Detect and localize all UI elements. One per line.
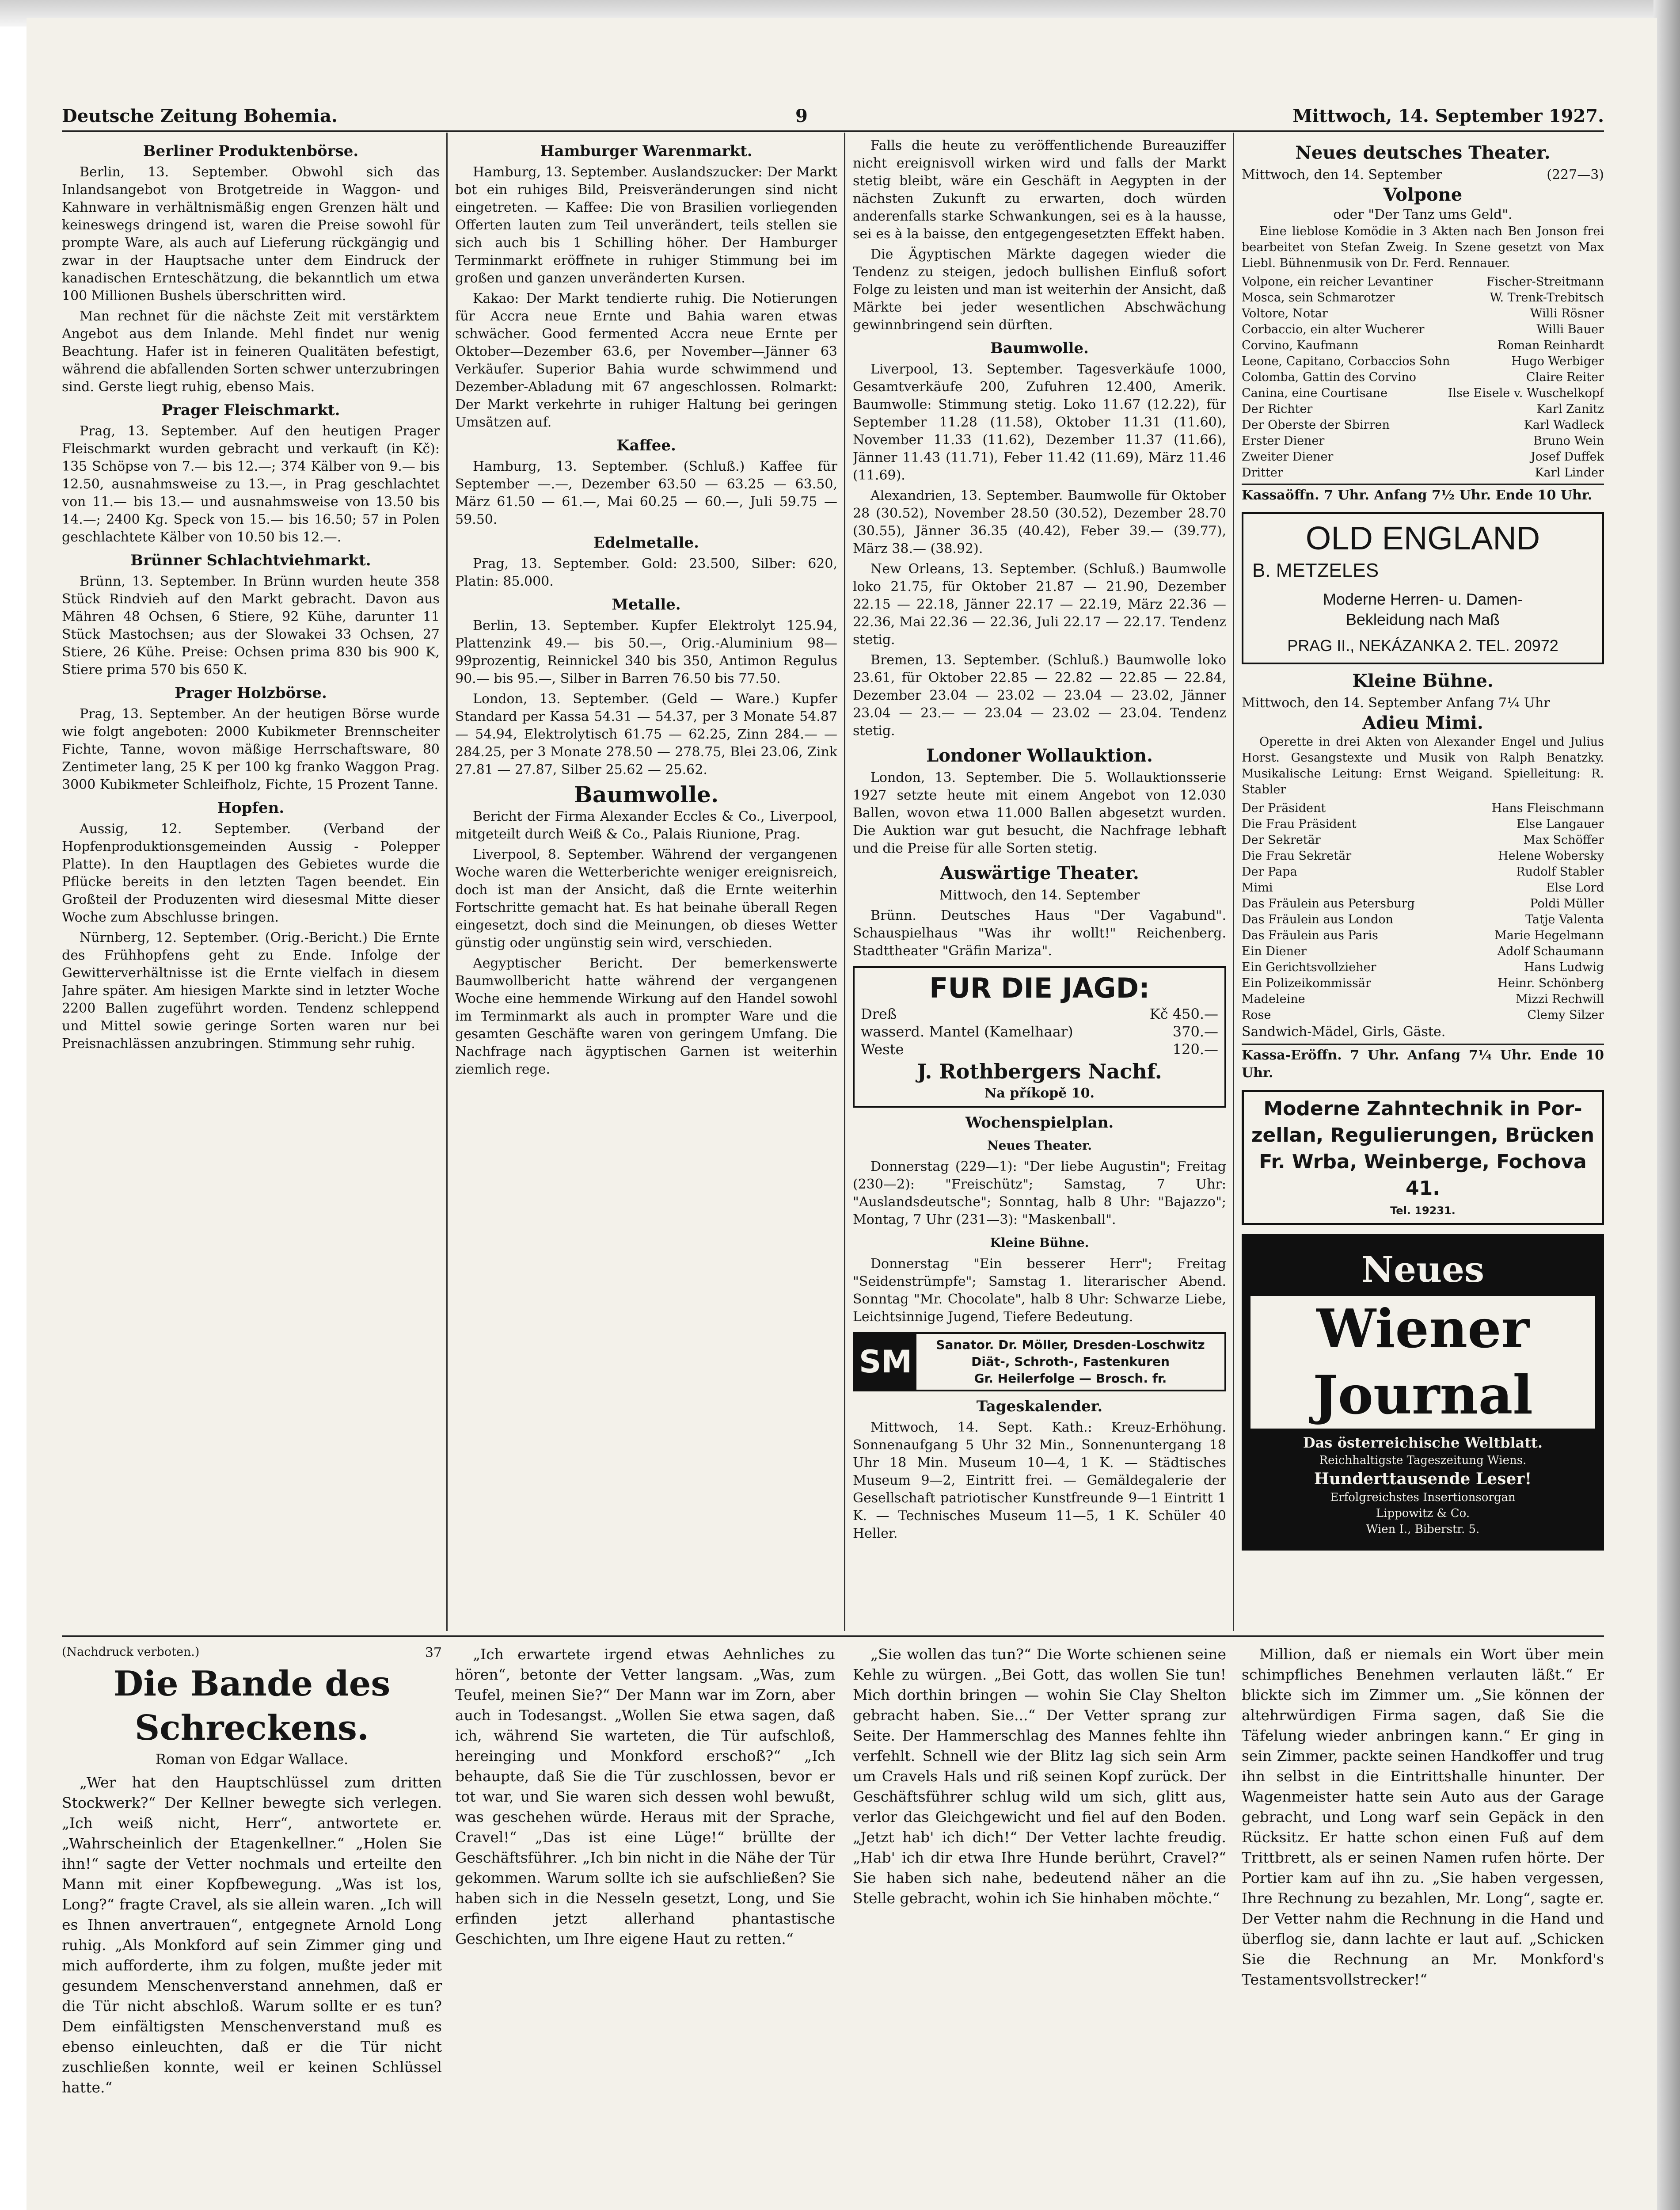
section-heading: Tageskalender. xyxy=(976,1398,1103,1415)
cast-actor: Karl Wadleck xyxy=(1524,418,1604,432)
section-subheading: Kleine Bühne. xyxy=(990,1235,1089,1250)
article-paragraph: Prag, 13. September. Auf den heutigen Prager Fleischmarkt wurden gebracht und verkauft (in Kč): 135 Schöpse von 7.— bis 12.—; 374 Kälber von 9.— bis 12.50, ausnahmsweise zu 13.—, in Prag geschlachtet von 11.— bis 13.— und ausnahmsweise von 13.50 bis 14.—; 2400 Kg. Speck von 15.— bis 16.50; 57 in Polen geschlachtete Kälber von 10.50 bis 12.—. xyxy=(62,423,440,545)
column-rule xyxy=(446,133,448,1631)
cast-row xyxy=(1242,465,1604,481)
section-heading: Baumwolle. xyxy=(574,781,719,808)
cast-role: Corbaccio, ein alter Wucherer xyxy=(1242,323,1425,336)
cast-role: Der Präsident xyxy=(1242,801,1326,815)
ad-line: Lippowitz & Co. xyxy=(1376,1507,1470,1520)
ad-firm: J. Rothbergers Nachf. xyxy=(917,1059,1162,1083)
cast-actor: Willi Bauer xyxy=(1536,323,1604,336)
play-description: Operette in drei Akten von Alexander Engel und Julius Horst. Gesangstexte und Musik von Ralph Benatzky. Musikalische Leitung: Ernst Weigand. Spielleitung: R. Stabler xyxy=(1242,735,1604,796)
ad-line: Neues xyxy=(1361,1249,1485,1290)
hunting-ad xyxy=(853,966,1226,1108)
article-paragraph: Mittwoch, 14. Sept. Kath.: Kreuz-Erhöhung. Sonnenaufgang 5 Uhr 32 Min., Sonnenuntergang 18 Uhr 18 Min. Museum 10—4, 1 K. — Städtisches Museum 9—2, Eintritt frei. — Gemäldegalerie der Gesellschaft patriotischer Kunstfreunde 9—1 Eintritt 1 K. — Technisches Museum 11—5, 1 K. Schüler 40 Heller. xyxy=(853,1420,1226,1541)
column-theater xyxy=(1242,137,1604,1631)
ad-line: Erfolgreichstes Insertionsorgan xyxy=(1330,1491,1516,1504)
article-paragraph: Aegyptischer Bericht. Der bemerkenswerte Baumwollbericht hatte während der vergangenen Woche eine hemmende Wirkung auf den Handel sowohl im Terminmarkt als auch in prompter Ware und die gesamten Geschäfte waren von geringem Umfang. Die Nachfrage nach ägyptischen Garnen ist weiterhin ziemlich rege. xyxy=(455,956,837,1077)
section-heading: Prager Holzbörse. xyxy=(175,684,327,702)
cast-role: Rose xyxy=(1242,1008,1271,1022)
cast-actor: Else Langauer xyxy=(1517,817,1604,831)
cast-actor: W. Trenk-Trebitsch xyxy=(1490,291,1604,305)
novel-byline: Roman von Edgar Wallace. xyxy=(155,1751,349,1768)
novel-text: Million, daß er niemals ein Wort über mein schimpfliches Benehmen verlauten läßt.“ Er blickte sich im Zimmer um. „Sie können der altehrwürdigen Firma sagen, daß Sie die Täfelung wieder anbringen kann.“ Er ging in sein Zimmer, packte seinen Handkoffer und trug ihn selbst in die Eintrittshalle hinunter. Der Wagenmeister hatte sein Auto aus der Garage gebracht, und Long warf sein Gepäck in den Rücksitz. Er hatte schon einen Fuß auf dem Trittbrett, als er seinen Namen rufen hörte. Der Portier kam auf ihn zu. „Sie haben vergessen, Ihre Rechnung zu bezahlen, Mr. Long“, sagte er. Der Vetter nahm die Rechnung in die Hand und überflog sie, dann lachte er laut auf. „Schicken Sie die Rechnung an Mr. Monkford's Testamentsvollstrecker!“ xyxy=(1242,1646,1604,1988)
cast-row xyxy=(1242,354,1604,370)
ad-row xyxy=(861,1005,1218,1023)
ad-logo: Wiener Journal xyxy=(1250,1296,1595,1429)
cast-list xyxy=(1242,800,1604,1023)
ad-address: PRAG II., NEKÁZANKA 2. TEL. 20972 xyxy=(1287,636,1558,655)
wiener-journal-ad xyxy=(1242,1234,1604,1551)
article-paragraph: Brünn, 13. September. In Brünn wurden heute 358 Stück Rindvieh auf den Markt gebracht. Davon aus Mähren 48 Ochsen, 6 Stiere, 92 Kühe, darunter 11 Stück Mastochsen; aus der Slowakei 33 Ochsen, 27 Stiere, 26 Kühe. Preise: Ochsen prima 830 bis 900 K, Stiere prima 570 bis 650 K. xyxy=(62,574,440,678)
play-description: Eine lieblose Komödie in 3 Akten nach Ben Jonson frei bearbeitet von Stefan Zweig. In Szene gesetzt von Max Liebl. Bühnenmusik von Dr. Ferd. Rennauer. xyxy=(1242,225,1604,270)
cast-row xyxy=(1242,401,1604,417)
ad-item: Weste xyxy=(861,1041,904,1058)
issue-date: Mittwoch, 14. September 1927. xyxy=(1292,106,1604,126)
cast-role: Das Fräulein aus Petersburg xyxy=(1242,897,1415,911)
play-subtitle: oder "Der Tanz ums Geld". xyxy=(1333,207,1513,222)
cast-role: Madeleine xyxy=(1242,992,1305,1006)
cast-row xyxy=(1242,896,1604,912)
cast-actor: Helene Wobersky xyxy=(1498,849,1604,863)
cast-row xyxy=(1242,960,1604,975)
ad-name: B. METZELES xyxy=(1252,560,1379,581)
ad-row xyxy=(861,1023,1218,1040)
cast-role: Der Papa xyxy=(1242,865,1297,879)
cast-role: Der Oberste der Sbirren xyxy=(1242,418,1390,432)
cast-row xyxy=(1242,880,1604,896)
ad-text xyxy=(916,1334,1224,1390)
ad-price: 120.— xyxy=(1172,1041,1218,1058)
article-paragraph: New Orleans, 13. September. (Schluß.) Baumwolle loko 21.75, für Oktober 21.87 — 21.90, Dezember 22.15 — 22.18, Jänner 22.17 — 22.19, März 22.36 — 22.36, Mai 22.36 — 22.36, Juli 22.17 — 22.17. Tendenz stetig. xyxy=(853,561,1226,648)
ad-price: 370.— xyxy=(1172,1023,1218,1040)
cast-row xyxy=(1242,832,1604,848)
cast-role: Die Frau Präsident xyxy=(1242,817,1357,831)
ad-line: Hunderttausende Leser! xyxy=(1314,1470,1532,1488)
cast-row xyxy=(1242,800,1604,816)
article-paragraph: Nürnberg, 12. September. (Orig.-Bericht.) Die Ernte des Frühhopfens geht zu Ende. Infolge der Gewitterverhältnisse ist die Ernte vielfach in diesem Jahre später. Am hiesigen Markte sind in letzter Woche 2200 Ballen zugeführt worden. Tendenz schleppend und Mittel sowie geringe Sorten waren nur bei Preisnachlässen anzubringen. Stimmung sehr ruhig. xyxy=(62,930,440,1052)
cast-actor: Mizzi Rechwill xyxy=(1516,992,1604,1006)
section-subheading: Neues Theater. xyxy=(987,1138,1092,1153)
cast-actor: Karl Linder xyxy=(1535,466,1604,480)
cast-actor: Max Schöffer xyxy=(1523,833,1604,847)
cast-row xyxy=(1242,274,1604,290)
cast-actor: Roman Reinhardt xyxy=(1497,339,1604,352)
page-number: 9 xyxy=(795,106,808,126)
cast-role: Ein Polizeikommissär xyxy=(1242,976,1371,990)
cast-actor: Adolf Schaumann xyxy=(1497,945,1604,958)
ad-line: Gr. Heilerfolge — Brosch. fr. xyxy=(974,1371,1167,1386)
cast-actor: Claire Reiter xyxy=(1526,370,1604,384)
program-date: Mittwoch, den 14. September xyxy=(1242,167,1442,183)
cast-role: Voltore, Notar xyxy=(1242,307,1328,320)
cast-actor: Hans Fleischmann xyxy=(1491,801,1604,815)
cast-row xyxy=(1242,991,1604,1007)
cast-role: Zweiter Diener xyxy=(1242,450,1334,464)
cast-role: Das Fräulein aus London xyxy=(1242,913,1393,926)
ad-line: Fr. Wrba, Weinberge, Fochova 41. xyxy=(1259,1151,1587,1200)
play-title: Adieu Mimi. xyxy=(1362,713,1483,733)
cast-row xyxy=(1242,433,1604,449)
section-heading: Prager Fleischmarkt. xyxy=(161,401,340,419)
cast-row xyxy=(1242,370,1604,385)
program-date-row xyxy=(1242,166,1604,184)
column-economy-1 xyxy=(62,137,440,1631)
cast-row xyxy=(1242,338,1604,354)
cast-actor: Fischer-Streitmann xyxy=(1486,275,1604,289)
cast-row xyxy=(1242,928,1604,944)
section-heading: Hopfen. xyxy=(217,799,285,817)
article-paragraph: Hamburg, 13. September. (Schluß.) Kaffee für September —.—, Dezember 63.50 — 63.25 — 63.50, März 61.50 — 61.—, Mai 60.25 — 60.—, Juli 59.75 — 59.50. xyxy=(455,459,837,527)
column-economy-3 xyxy=(853,137,1226,1631)
ad-line: Sanator. Dr. Möller, Dresden-Loschwitz xyxy=(936,1337,1205,1352)
section-heading: Edelmetalle. xyxy=(593,534,699,552)
article-paragraph: Aussig, 12. September. (Verband der Hopfenproduktionsgemeinden Aussig - Polepper Platte). In den Hauptlagen des Gebietes wurde die Pflücke bereits in den letzten Tagen beendet. Ein Großteil der Produzenten wird diesesmal Mitte dieser Woche zum Abschlusse bringen. xyxy=(62,821,440,925)
column-economy-2 xyxy=(455,137,837,1631)
cast-actor: Karl Zanitz xyxy=(1536,402,1604,416)
cast-role: Das Fräulein aus Paris xyxy=(1242,929,1378,942)
cast-role: Mosca, sein Schmarotzer xyxy=(1242,291,1395,305)
article-paragraph: Liverpool, 8. September. Während der vergangenen Woche waren die Wetterberichte weniger ereignisreich, doch ist man der Ansicht, daß die Ernte weiterhin Fortschritte gemacht hat. Es hat beinahe überall Regen eingesetzt, doch sind die Meinungen, ob dieses Wetter günstig oder ungünstig sein wird, verschieden. xyxy=(455,847,837,951)
ad-logo: SM xyxy=(855,1334,916,1390)
cast-role: Corvino, Kaufmann xyxy=(1242,339,1359,352)
play-title: Volpone xyxy=(1383,184,1463,205)
section-heading: Kaffee. xyxy=(616,437,676,454)
column-rule xyxy=(1233,133,1234,1631)
article-paragraph: Prag, 13. September. Gold: 23.500, Silber: 620, Platin: 85.000. xyxy=(455,556,837,589)
dental-ad xyxy=(1242,1090,1604,1225)
section-heading: Londoner Wollauktion. xyxy=(926,745,1153,766)
ad-line: zellan, Regulierungen, Brücken xyxy=(1251,1124,1595,1147)
article-paragraph: Liverpool, 13. September. Tagesverkäufe 1000, Gesamtverkäufe 200, Zufuhren 12.400, Amerik. Baumwolle: Stimmung stetig. Loko 11.67 (12.22), für September 11.28 (11.58), Oktober 11.31 (11.60), November 11.33 (11.62), Dezember 11.37 (11.66), Jänner 11.43 (11.71), Feber 11.42 (11.69), März 11.46 (11.69). xyxy=(853,362,1226,483)
article-paragraph: Die Ägyptischen Märkte dagegen wieder die Tendenz zu steigen, jedoch bullishen Einfluß sofort Folge zu leisten und man ist weiterhin der Ansicht, daß Märkte bei jeder wesentlichen Abschwächung gewinnbringend sein dürften. xyxy=(853,247,1226,333)
article-paragraph: Donnerstag "Ein besserer Herr"; Freitag "Seidenstrümpfe"; Samstag 1. literarischer Abend. Sonntag "Mr. Chocolate", halb 8 Uhr: Schwarze Liebe, Leichtsinnige Jugend, Tiefere Bedeutung. xyxy=(853,1256,1226,1325)
cast-row xyxy=(1242,816,1604,832)
page-header xyxy=(62,104,1604,132)
cast-actor: Willi Rösner xyxy=(1530,307,1604,320)
ad-address: Na příkopě 10. xyxy=(984,1086,1095,1101)
article-paragraph: Bremen, 13. September. (Schluß.) Baumwolle loko 23.61, für Oktober 22.85 — 22.82 — 22.85 — 22.84, Dezember 23.04 — 23.02 — 23.04 — 23.02, Jänner 23.04 — 23.— — 23.04 — 23.02 — 23.04. Tendenz stetig. xyxy=(853,652,1226,739)
ad-item: wasserd. Mantel (Kamelhaar) xyxy=(861,1023,1073,1040)
masthead: Deutsche Zeitung Bohemia. xyxy=(62,106,338,126)
cast-row xyxy=(1242,848,1604,864)
novel-column-4 xyxy=(1242,1644,1604,2210)
novel-text: „Ich erwartete irgend etwas Aehnliches zu hören“, betonte der Vetter langsam. „Was, zum Teufel, meinen Sie?“ Der Mann war im Zorn, aber auch in Todesangst. „Wollen Sie etwa sagen, daß ich, während Sie warteten, die Tür aufschloß, hereinging und Monkford erschoß?“ „Ich behaupte, daß Sie die Tür zuschlossen, bevor er tot war, und Sie waren sich dessen wohl bewußt, was geschehen würde. Heraus mit der Sprache, Cravel!“ „Das ist eine Lüge!“ brüllte der Geschäftsführer. „Ich bin nicht in die Nähe der Tür gekommen. Warum sollte ich sie aufschließen? Sie haben sich in die Nesseln gesetzt, Long, und Sie erfinden jetzt allerhand phantastische Geschichten, um Ihre eigene Haut zu retten.“ xyxy=(455,1646,835,1947)
cast-actor: Josef Duffek xyxy=(1530,450,1604,464)
installment-number: 37 xyxy=(425,1645,442,1661)
sanatorium-ad xyxy=(853,1332,1226,1391)
novel-text: „Sie wollen das tun?“ Die Worte schienen seine Kehle zu würgen. „Bei Gott, das wollen Sie tun! Mich dorthin bringen — wohin Sie Clay Shelton gebracht haben. Sie...“ Der Vetter sprang zur Seite. Der Hammerschlag des Mannes fehlte ihn verfehlt. Schnell wie der Blitz lag sich sein Arm um Cravels Hals und riß seinen Kopf zurück. Der Geschäftsführer schlug wild um sich, glitt aus, verlor das Gleichgewicht und fiel auf den Boden. „Jetzt hab' ich dich!“ Der Vetter lachte freudig. „Hab' ich dir etwa Ihre Hunde berührt, Cravel?“ Sie haben sich nahe, bedeutend näher an die Stelle gebracht, wohin ich Sie hinhaben möchte.“ xyxy=(853,1646,1226,1907)
article-paragraph: Berlin, 13. September. Obwohl sich das Inlandsangebot von Brotgetreide in Waggon- und Kahnware in verhältnismäßig engen Grenzen hält und keineswegs dringend ist, waren die Preise sowohl für prompte Ware, als auch auf Lieferung rückgängig und zwar in der Hauptsache unter dem Eindruck der kanadischen Ernteschätzung, die bekanntlich um etwa 100 Millionen Bushels überschritten wird. xyxy=(62,164,440,304)
cast-role: Leone, Capitano, Corbaccios Sohn xyxy=(1242,354,1450,368)
cast-actor: Else Lord xyxy=(1546,881,1604,895)
cast-actor: Bruno Wein xyxy=(1533,434,1604,448)
cast-role: Canina, eine Courtisane xyxy=(1242,386,1388,400)
cast-role: Erster Diener xyxy=(1242,434,1325,448)
cast-role: Mimi xyxy=(1242,881,1273,895)
section-heading: Kleine Bühne. xyxy=(1352,671,1494,691)
old-england-ad xyxy=(1242,512,1604,664)
cast-role: Der Richter xyxy=(1242,402,1313,416)
cast-row xyxy=(1242,417,1604,433)
ad-phone: Tel. 19231. xyxy=(1390,1204,1456,1217)
performance-times: Kassaöffn. 7 Uhr. Anfang 7½ Uhr. Ende 10 Uhr. xyxy=(1242,484,1604,504)
novel-column-1 xyxy=(62,1644,442,2210)
article-paragraph: Bericht der Firma Alexander Eccles & Co., Liverpool, mitgeteilt durch Weiß & Co., Palais Riunione, Prag. xyxy=(455,809,837,842)
cast-row xyxy=(1242,306,1604,322)
article-paragraph: Kakao: Der Markt tendierte ruhig. Die Notierungen für Accra neue Ernte und Bahia waren etwas schwächer. Good fermented Accra neue Ernte per Oktober—Dezember 63.6, per November—Jänner 63 Verkäufer. Superior Bahia wurde schwimmend und Dezember-Abladung mit 67 angeschlossen. Rolmarkt: Der Markt verkehrte in ruhiger Haltung bei geringen Umsätzen auf. xyxy=(455,291,837,430)
article-paragraph: Brünn. Deutsches Haus "Der Vagabund". Schauspielhaus "Was ihr wollt!" Reichenberg. Stadttheater "Gräfin Mariza". xyxy=(853,908,1226,959)
novel-title: Die Bande des Schreckens. xyxy=(113,1664,391,1748)
section-heading: Brünner Schlachtviehmarkt. xyxy=(130,552,371,569)
cast-list xyxy=(1242,274,1604,481)
feuilleton-rule xyxy=(62,1635,1604,1637)
cast-role: Colomba, Gattin des Corvino xyxy=(1242,370,1416,384)
ad-title: FUR DIE JAGD: xyxy=(929,972,1150,1004)
section-heading: Neues deutsches Theater. xyxy=(1295,142,1551,163)
cast-actor: Clemy Silzer xyxy=(1527,1008,1604,1022)
cast-role: Ein Gerichtsvollzieher xyxy=(1242,960,1376,974)
cast-row xyxy=(1242,864,1604,880)
cast-actor: Marie Hegelmann xyxy=(1494,929,1604,942)
ad-line: Wien I., Biberstr. 5. xyxy=(1366,1523,1480,1536)
article-paragraph: Berlin, 13. September. Kupfer Elektrolyt 125.94, Plattenzink 49.— bis 50.—, Orig.-Aluminium 98—99prozentig, Reinnickel 340 bis 350, Antimon Regulus 90.— bis 95.—, Silber in Barren 76.50 bis 77.50. xyxy=(455,618,837,686)
performance-times: Kassa-Eröffn. 7 Uhr. Anfang 7¼ Uhr. Ende 10 Uhr. xyxy=(1242,1044,1604,1082)
article-paragraph: Mittwoch, den 14. September xyxy=(939,888,1140,903)
cast-row xyxy=(1242,290,1604,306)
cast-row xyxy=(1242,944,1604,960)
cast-actor: Poldi Müller xyxy=(1530,897,1604,911)
cast-role: Volpone, ein reicher Levantiner xyxy=(1242,275,1433,289)
ad-row xyxy=(861,1040,1218,1058)
cast-row xyxy=(1242,1007,1604,1023)
program-date: Mittwoch, den 14. September Anfang 7¼ Uhr xyxy=(1242,695,1550,711)
cast-role: Dritter xyxy=(1242,466,1283,480)
cast-role: Der Sekretär xyxy=(1242,833,1321,847)
reprint-note: (Nachdruck verboten.) xyxy=(62,1645,200,1659)
article-paragraph: Hamburg, 13. September. Auslandszucker: Der Markt bot ein ruhiges Bild, Preisveränderungen sind nicht eingetreten. — Kaffee: Die von Brasilien vorliegenden Offerten lauten zum Teil unverändert, teils stellen sie sich auch bis 1 Schilling höher. Der Hamburger Terminmarkt eröffnete in ruhiger Stimmung bei im großen und ganzen unveränderten Kursen. xyxy=(455,164,837,286)
novel-text: „Wer hat den Hauptschlüssel zum dritten Stockwerk?“ Der Kellner bewegte sich verlegen. „Ich weiß nicht, Herr“, antwortete er. „Wahrscheinlich der Etagenkellner.“ „Holen Sie ihn!“ sagte der Vetter nochmals und erteilte den Mann mit einer Kopfbewegung. „Was ist los, Long?“ fragte Cravel, als sie allein waren. „Ich will es Ihnen anvertrauen“, entgegnete Arnold Long ruhig. „Als Monkford auf sein Zimmer ging und mich aufforderte, ihm zu folgen, mußte jeder mit gesundem Menschenverstand annehmen, daß er die Tür nicht abschloß. Warum sollte er es tun? Dem einfältigsten Menschenverstand muß es ebenso einleuchten, daß er die Tür nicht zuschließen konnte, weil er keinen Schlüssel hatte.“ xyxy=(62,1774,442,2096)
section-heading: Baumwolle. xyxy=(990,339,1089,357)
cast-actor: Ilse Eisele v. Wuschelkopf xyxy=(1448,386,1604,400)
ad-line: Moderne Herren- u. Damen- xyxy=(1323,590,1523,608)
ad-title: OLD ENGLAND xyxy=(1305,520,1540,556)
article-paragraph: Falls die heute zu veröffentlichende Bureauziffer nicht ereignisvoll wirken wird und falls der Markt stetig bleibt, wäre ein Geschäft in Aegypten in der nächsten Zukunft zu erwarten, doch würden anderenfalls starke Schwankungen, sei es à la hausse, sei es à la baisse, den entgegengesetzten Effekt haben. xyxy=(853,138,1226,242)
novel-column-2 xyxy=(455,1644,835,2210)
cast-row xyxy=(1242,322,1604,338)
article-paragraph: Alexandrien, 13. September. Baumwolle für Oktober 28 (30.52), November 28.50 (30.52), Dezember 28.70 (30.55), Jänner 36.35 (40.42), Feber 39.— (39.77), März 38.— (38.92). xyxy=(853,488,1226,556)
section-heading: Berliner Produktenbörse. xyxy=(143,142,359,160)
section-heading: Wochenspielplan. xyxy=(965,1114,1114,1132)
program-code: (227—3) xyxy=(1547,167,1604,183)
section-heading: Auswärtige Theater. xyxy=(940,863,1139,884)
ad-line: Reichhaltigste Tageszeitung Wiens. xyxy=(1319,1454,1527,1467)
ad-price: Kč 450.— xyxy=(1149,1006,1218,1022)
ad-line: Diät-, Schroth-, Fastenkuren xyxy=(971,1354,1170,1369)
cast-actor: Hans Ludwig xyxy=(1524,960,1604,974)
article-paragraph: Man rechnet für die nächste Zeit mit verstärktem Angebot aus dem Inlande. Mehl findet nur wenig Beachtung. Hafer ist in feineren Qualitäten befestigt, während die abfallenden Sorten schwer unterzubringen sind. Gerste liegt ruhig, ebenso Mais. xyxy=(62,309,440,395)
novel-header-row xyxy=(62,1644,442,1662)
article-paragraph: London, 13. September. (Geld — Ware.) Kupfer Standard per Kassa 54.31 — 54.37, per 3 Monate 54.87 — 54.94, Elektrolytisch 61.75 — 62.25, Zinn 284.— — 284.25, per 3 Monate 278.50 — 278.75, Blei 23.06, Zink 27.81 — 27.87, Silber 25.62 — 25.62. xyxy=(455,691,837,777)
ad-line: Das österreichische Weltblatt. xyxy=(1303,1434,1543,1451)
article-paragraph: Prag, 13. September. An der heutigen Börse wurde wie folgt angeboten: 2000 Kubikmeter Brennscheiter Fichte, Tanne, wovon mäßige Herrschaftsware, 80 Zentimeter lang, 25 K per 100 kg franko Waggon Prag. 3000 Kubikmeter Schleifholz, Fichte, 15 Prozent Tanne. xyxy=(62,706,440,793)
article-paragraph: London, 13. September. Die 5. Wollauktionsserie 1927 setzte heute mit einem Angebot von 12.030 Ballen, wovon etwa 11.000 Ballen abgesetzt wurden. Die Auktion war gut besucht, die Nachfrage lebhaft und die Preise für alle Sorten stetig. xyxy=(853,770,1226,856)
scan-edge-right xyxy=(1653,0,1680,2210)
cast-role: Ein Diener xyxy=(1242,945,1307,958)
ad-line: Moderne Zahntechnik in Por- xyxy=(1263,1097,1582,1120)
cast-role: Die Frau Sekretär xyxy=(1242,849,1352,863)
novel-column-3 xyxy=(853,1644,1226,2210)
column-rule xyxy=(844,133,845,1631)
section-heading: Metalle. xyxy=(612,596,681,613)
cast-row xyxy=(1242,449,1604,465)
cast-actor: Tatje Valenta xyxy=(1525,913,1604,926)
cast-row xyxy=(1242,385,1604,401)
ad-line: Bekleidung nach Maß xyxy=(1346,610,1500,629)
section-heading: Hamburger Warenmarkt. xyxy=(540,142,753,160)
cast-actor: Rudolf Stabler xyxy=(1516,865,1604,879)
ad-item: Dreß xyxy=(861,1006,897,1022)
cast-actor: Hugo Werbiger xyxy=(1511,354,1604,368)
ensemble-note: Sandwich-Mädel, Girls, Gäste. xyxy=(1242,1024,1446,1040)
cast-row xyxy=(1242,912,1604,928)
article-paragraph: Donnerstag (229—1): "Der liebe Augustin"; Freitag (230—2): "Freischütz"; Samstag, 7 Uhr: "Auslandsdeutsche"; Sonntag, halb 8 Uhr: "Bajazzo"; Montag, 7 Uhr (231—3): "Maskenball". xyxy=(853,1159,1226,1227)
cast-actor: Heinr. Schönberg xyxy=(1498,976,1604,990)
cast-row xyxy=(1242,975,1604,991)
